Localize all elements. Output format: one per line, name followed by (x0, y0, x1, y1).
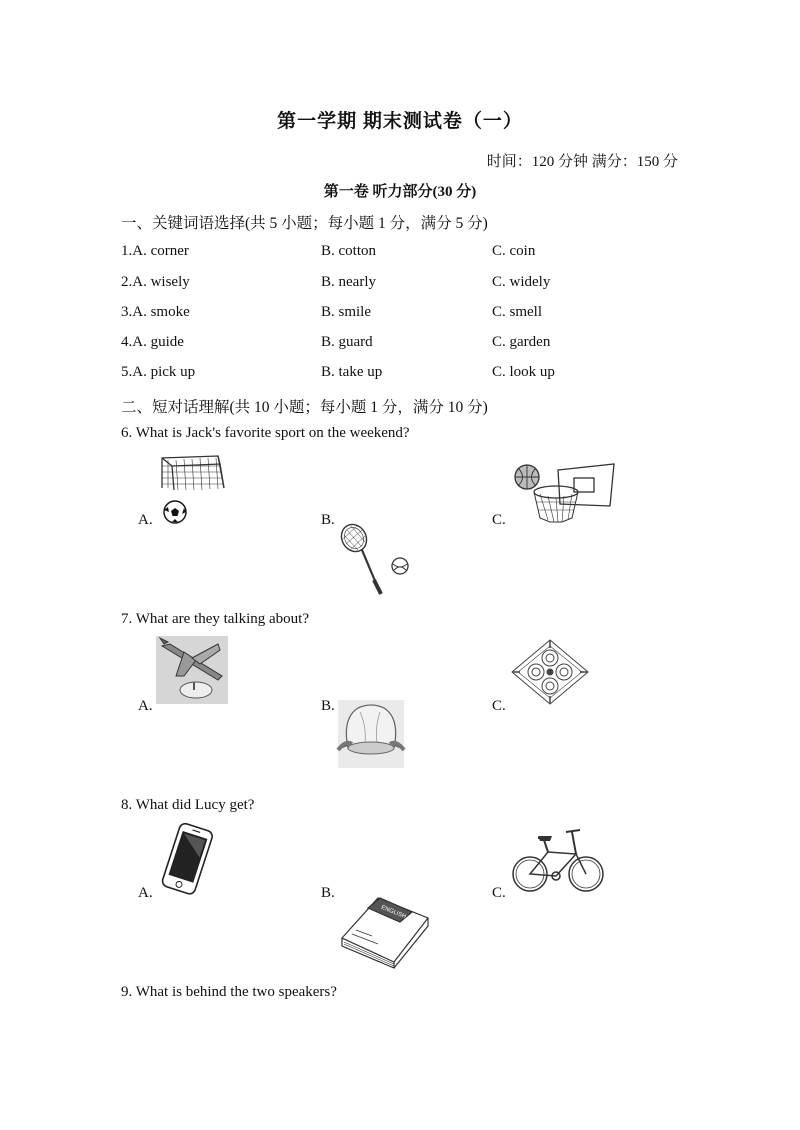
q1-option-c: C. coin (492, 243, 536, 259)
q5-option-b: B. take up (321, 364, 383, 380)
q7-label-c: C. (492, 698, 506, 714)
q6-label-a: A. (138, 512, 153, 528)
q2-option-c: C. widely (492, 274, 551, 290)
section-title: 第一卷 听力部分(30 分) (323, 184, 477, 200)
q5-option-a: 5.A. pick up (121, 364, 196, 380)
q3-option-a: 3.A. smoke (121, 304, 190, 320)
part2-heading: 二、短对话理解(共 10 小题；每小题 1 分，满分 10 分) (121, 399, 488, 416)
q2-option-b: B. nearly (321, 274, 376, 290)
page-title: 第一学期 期末测试卷（一） (277, 111, 523, 132)
q8-label-a: A. (138, 885, 153, 901)
bicycle-icon (510, 826, 606, 896)
english-book-icon (338, 894, 432, 970)
q1-option-b: B. cotton (321, 243, 376, 259)
q5-option-c: C. look up (492, 364, 555, 380)
q6-label-c: C. (492, 512, 506, 528)
q8-label-c: C. (492, 885, 506, 901)
q8-label-b: B. (321, 885, 335, 901)
q7-label-b: B. (321, 698, 335, 714)
book-cover-text: ENGLISH (380, 904, 407, 921)
exam-time-and-score: 时间：120 分钟 满分：150 分 (486, 154, 678, 170)
q4-option-a: 4.A. guide (121, 334, 184, 350)
q3-option-b: B. smile (321, 304, 372, 320)
model-airplane-icon (156, 636, 228, 704)
sky-lantern-icon (338, 700, 404, 768)
basketball-hoop-icon (510, 460, 618, 528)
q9-question: 9. What is behind the two speakers? (121, 984, 337, 1000)
badminton-racket-and-ball-icon (338, 522, 416, 596)
paper-cutting-icon (510, 638, 590, 706)
q7-question: 7. What are they talking about? (121, 611, 309, 627)
q6-question: 6. What is Jack's favorite sport on the weekend? (121, 425, 410, 441)
q3-option-c: C. smell (492, 304, 543, 320)
part1-heading: 一、关键词语选择(共 5 小题；每小题 1 分，满分 5 分) (121, 215, 488, 232)
q4-option-c: C. garden (492, 334, 551, 350)
q2-option-a: 2.A. wisely (121, 274, 190, 290)
soccer-goal-and-ball-icon (158, 452, 230, 528)
q6-label-b: B. (321, 512, 335, 528)
q4-option-b: B. guard (321, 334, 373, 350)
q8-question: 8. What did Lucy get? (121, 797, 255, 813)
q1-option-a: 1.A. corner (121, 243, 189, 259)
smartphone-icon (156, 824, 220, 896)
q7-label-a: A. (138, 698, 153, 714)
